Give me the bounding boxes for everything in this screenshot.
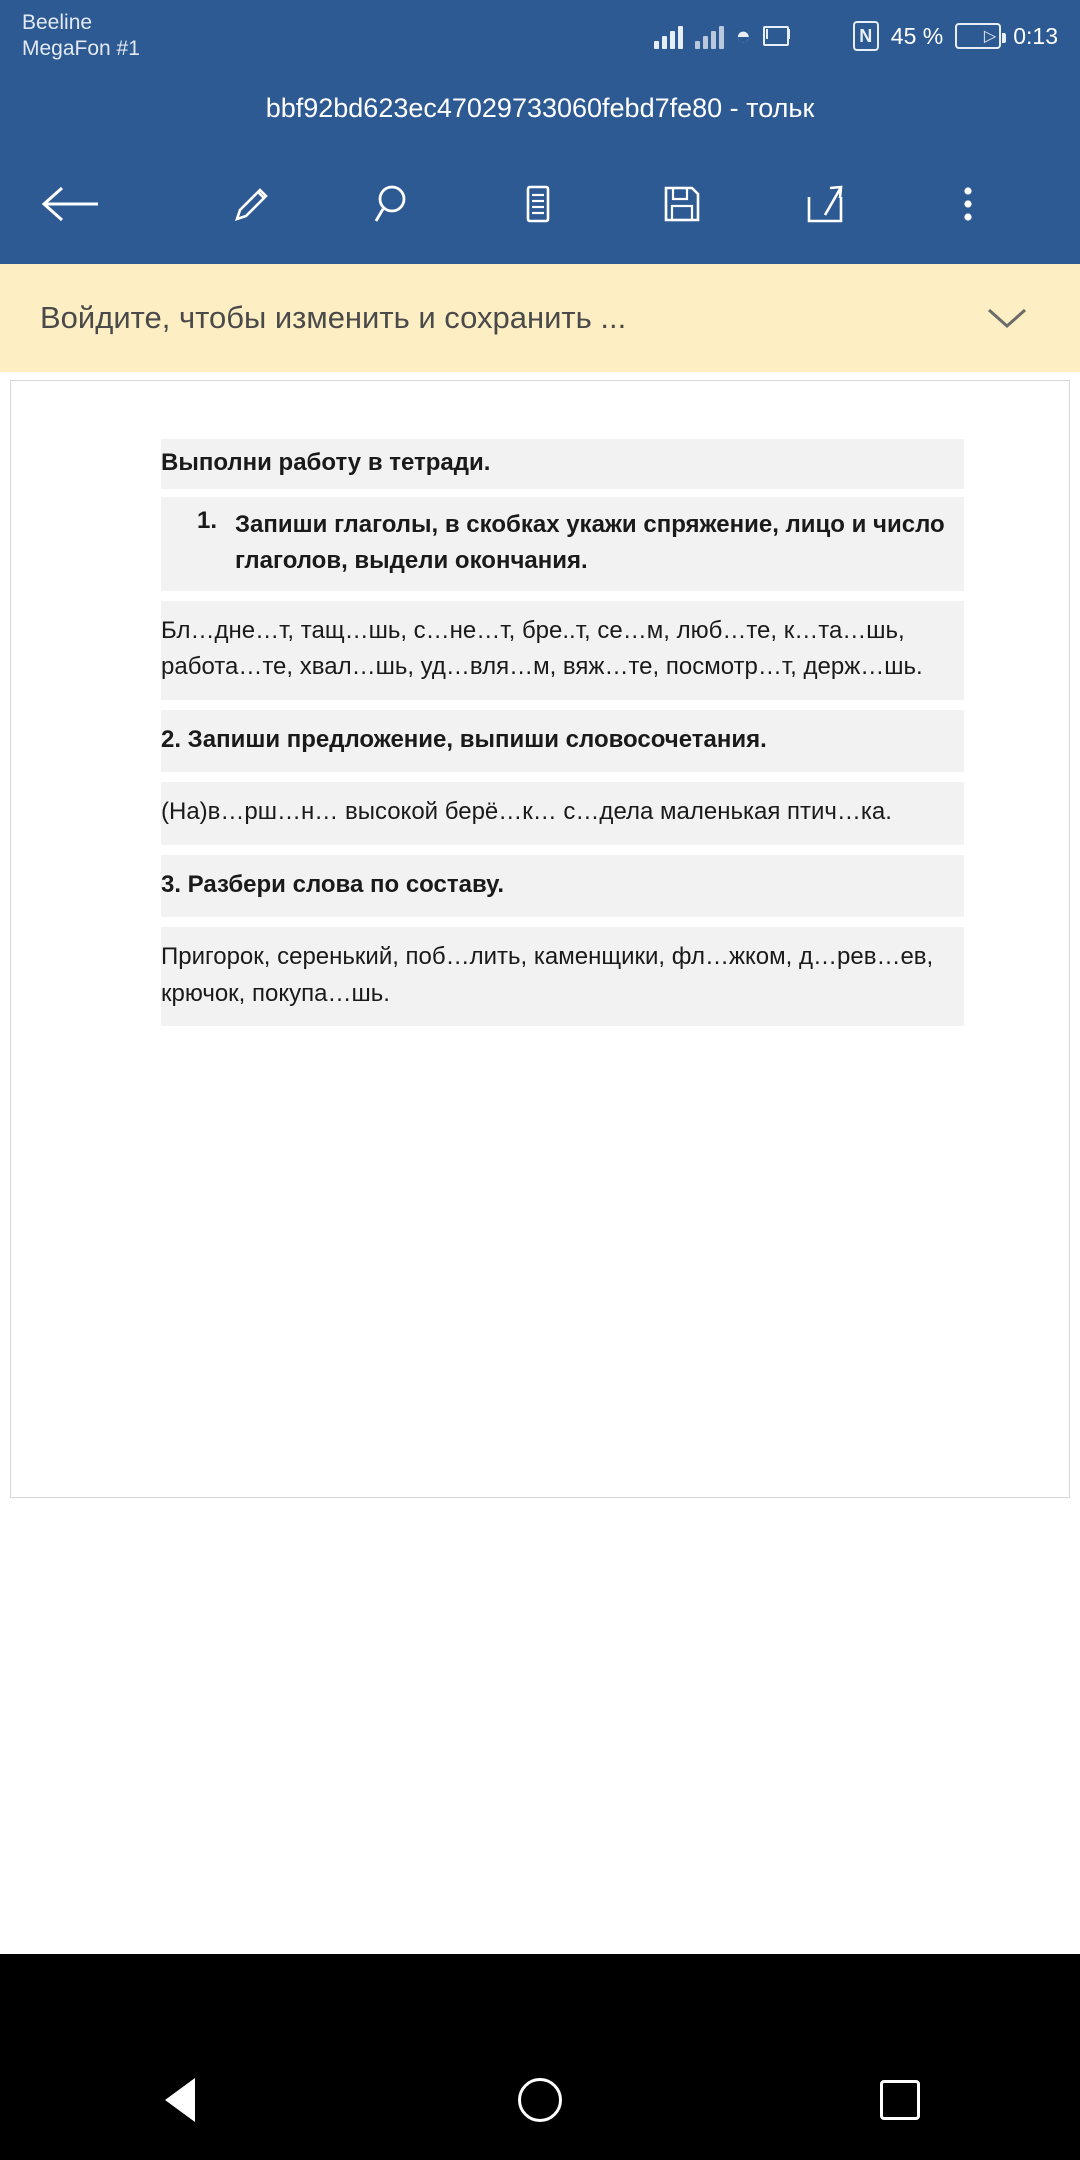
task-2-body: (На)в…рш…н… высокой берё…к… с…дела маленькая птич…ка. — [161, 782, 964, 844]
battery-icon: ▷ — [955, 23, 1001, 49]
task-1-number: 1. — [197, 507, 218, 534]
share-icon[interactable] — [790, 169, 860, 239]
task-1 — [161, 497, 964, 591]
wifi-icon: ◓ — [735, 21, 751, 50]
document-heading: Выполни работу в тетради. — [161, 439, 964, 489]
window-title: bbf92bd623ec47029733060febd7fe80 - тольк — [0, 72, 1080, 144]
task-1-text: Запиши глаголы, в скобках укажи спряжение, лицо и число глаголов, выдели окончания. — [235, 511, 945, 574]
task-3-heading: 3. Разбери слова по составу. — [161, 855, 964, 917]
sign-in-banner-label: Войдите, чтобы изменить и сохранить ... — [40, 300, 627, 335]
mail-icon — [763, 26, 789, 46]
chevron-down-icon[interactable] — [984, 304, 1040, 332]
more-icon[interactable] — [933, 169, 1003, 239]
back-button[interactable] — [40, 183, 130, 225]
bottom-padding — [0, 1954, 1080, 2040]
task-2-heading: 2. Запиши предложение, выпиши словосочетания. — [161, 710, 964, 772]
carrier-2: MegaFon #1 — [22, 37, 140, 60]
signal-strength-icon-2 — [695, 23, 724, 49]
system-navigation-bar — [0, 2040, 1080, 2160]
carrier-labels — [22, 10, 140, 61]
back-arrow-icon — [40, 183, 102, 225]
app-toolbar — [0, 144, 1080, 264]
nav-back-icon[interactable] — [120, 2040, 240, 2160]
nav-recents-icon[interactable] — [840, 2040, 960, 2160]
search-icon[interactable] — [360, 169, 430, 239]
battery-percent-label: 45 % — [890, 22, 944, 49]
task-3-body: Пригорок, серенький, поб…лить, каменщики, фл…жком, д…рев…ев, крючок, покупа…шь. — [161, 927, 964, 1026]
document-icon[interactable] — [503, 169, 573, 239]
task-1-body: Бл…дне…т, тащ…шь, с…не…т, бре..т, се…м, люб…те, к…та…шь, работа…те, хвал…шь, уд…вля…м, вяж…те, посмотр…т, держ…шь. — [161, 601, 964, 700]
document-viewport[interactable] — [0, 372, 1080, 1498]
nav-home-icon[interactable] — [480, 2040, 600, 2160]
signal-strength-icon-1 — [654, 23, 683, 49]
document-content — [11, 439, 1069, 1026]
nfc-icon: N — [853, 21, 879, 51]
toolbar-actions — [130, 169, 1040, 239]
status-bar — [0, 0, 1080, 72]
status-indicators — [654, 21, 1058, 51]
carrier-1: Beeline — [22, 11, 93, 35]
sign-in-banner[interactable] — [0, 264, 1080, 372]
edit-icon[interactable] — [217, 169, 287, 239]
save-icon[interactable] — [647, 169, 717, 239]
clock-label: 0:13 — [1013, 22, 1058, 49]
document-page — [10, 380, 1070, 1498]
